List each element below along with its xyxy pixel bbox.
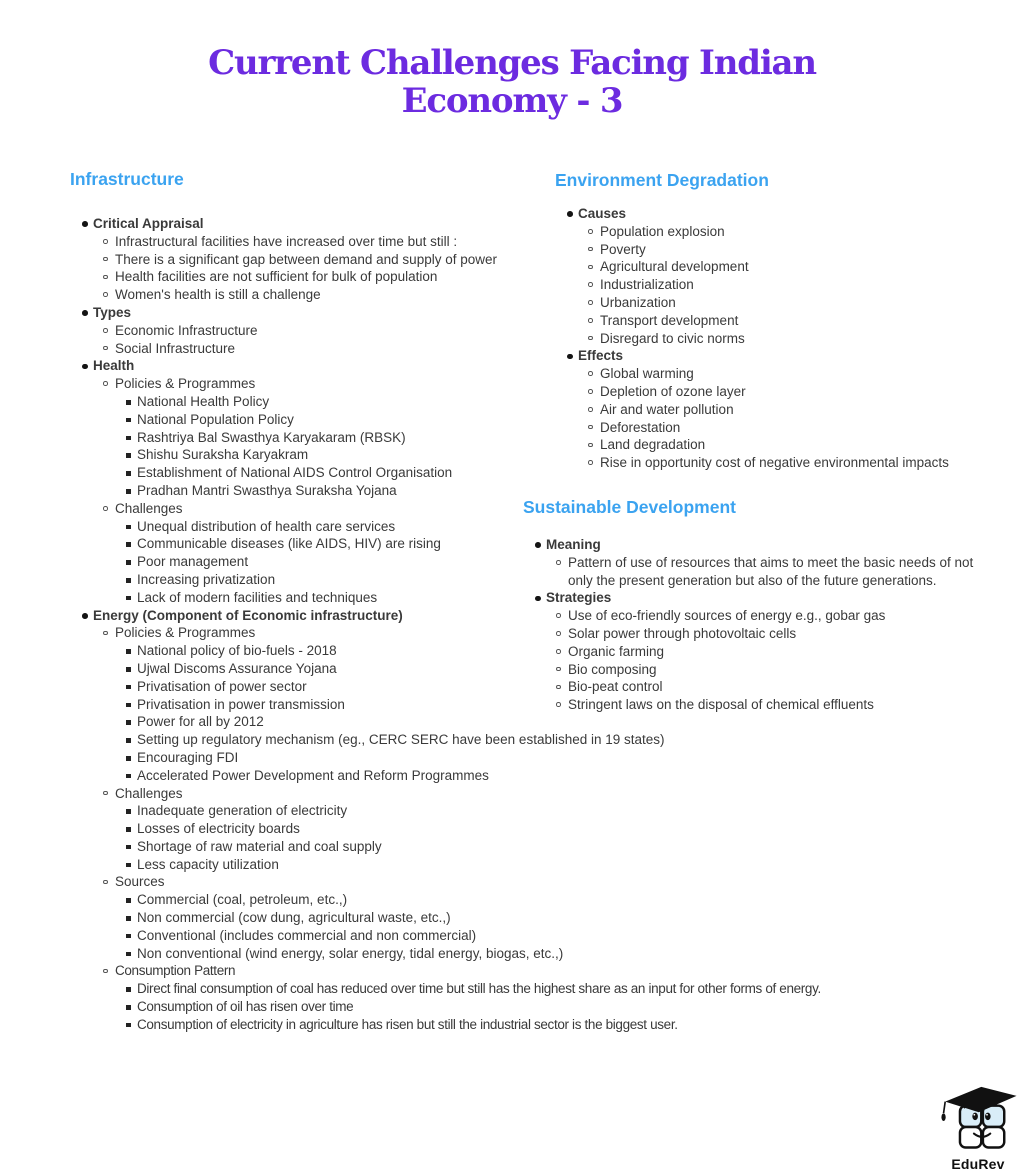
list-item <box>523 643 995 661</box>
list-item <box>555 419 1010 437</box>
bullet-icon <box>126 827 131 832</box>
list-item <box>555 205 1010 223</box>
list-item <box>523 661 995 679</box>
list-item-text: Poverty <box>600 241 646 257</box>
list-item-text: Transport development <box>600 312 739 328</box>
list-item-text: Establishment of National AIDS Control Organisation <box>137 465 453 481</box>
list-item <box>70 873 990 891</box>
list-item <box>555 401 1010 419</box>
bullet-icon <box>556 649 561 654</box>
bullet-icon <box>103 791 108 796</box>
list-item-text: Meaning <box>546 537 601 552</box>
bullet-icon <box>103 257 108 262</box>
bullet-icon <box>126 774 131 779</box>
bullet-icon <box>588 229 593 234</box>
list-item-text: Ujwal Discoms Assurance Yojana <box>137 660 337 676</box>
list-item <box>555 436 1010 454</box>
bullet-icon <box>126 578 131 583</box>
list-item-text: Population explosion <box>600 223 725 239</box>
list-item-text: Challenges <box>115 785 183 801</box>
list-item <box>70 838 990 856</box>
edurev-logo[interactable] <box>934 1086 1022 1172</box>
list-item-text: Urbanization <box>600 294 676 310</box>
list-item-text: National Health Policy <box>137 393 270 409</box>
list-item-text: Pattern of use of resources that aims to meet the basic needs of not only the present generation but also of the future generations. <box>568 554 974 588</box>
list-item-text: Commercial (coal, petroleum, etc.,) <box>137 892 348 908</box>
list-item <box>555 241 1010 259</box>
bullet-icon <box>126 525 131 530</box>
outline-list-environment-degradation <box>555 205 1010 472</box>
list-item-text: Direct final consumption of coal has reduced over time but still has the highest share as an input for other forms of energy. <box>137 981 821 997</box>
section-heading-environment-degradation: Environment Degradation <box>555 170 769 190</box>
list-item-text: Poor management <box>137 554 249 570</box>
bullet-icon <box>103 880 108 885</box>
list-item-text: Consumption of electricity in agriculture has risen but still the industrial sector is the biggest user. <box>137 1016 678 1032</box>
list-item <box>70 820 990 838</box>
list-item <box>70 856 990 874</box>
list-item <box>70 713 990 731</box>
list-item-text: Power for all by 2012 <box>137 714 264 730</box>
bullet-icon <box>126 453 131 458</box>
list-item-text: Strategies <box>546 590 612 606</box>
list-item <box>523 607 995 625</box>
bullet-icon <box>126 489 131 494</box>
bullet-icon <box>588 371 593 376</box>
bullet-icon <box>126 934 131 939</box>
bullet-icon <box>103 506 108 511</box>
list-item-text: Global warming <box>600 366 694 382</box>
list-item-text: Privatisation of power sector <box>137 678 307 694</box>
bullet-icon <box>567 211 573 217</box>
list-item-text: Use of eco-friendly sources of energy e.g., gobar gas <box>568 608 886 624</box>
bullet-icon <box>103 631 108 636</box>
list-item-text: Privatisation in power transmission <box>137 696 345 712</box>
bullet-icon <box>556 613 561 618</box>
list-item-text: Non commercial (cow dung, agricultural waste, etc.,) <box>137 910 451 926</box>
bullet-icon <box>103 969 108 974</box>
bullet-icon <box>126 1023 131 1028</box>
bullet-icon <box>82 613 88 619</box>
bullet-icon <box>103 346 108 351</box>
list-item-text: Accelerated Power Development and Reform Programmes <box>137 767 489 783</box>
list-item-text: Non conventional (wind energy, solar energy, tidal energy, biogas, etc.,) <box>137 945 564 961</box>
bullet-icon <box>588 460 593 465</box>
list-item-text: Disregard to civic norms <box>600 330 745 346</box>
list-item <box>555 454 1010 472</box>
bullet-icon <box>126 400 131 405</box>
list-item-text: Unequal distribution of health care services <box>137 518 396 534</box>
list-item-text: Health facilities are not sufficient for bulk of population <box>115 269 438 285</box>
bullet-icon <box>103 328 108 333</box>
list-item <box>523 536 995 554</box>
list-item-text: Effects <box>578 348 624 364</box>
bullet-icon <box>126 471 131 476</box>
bullet-icon <box>126 560 131 565</box>
list-item <box>70 1016 990 1034</box>
list-item <box>70 767 990 785</box>
list-item <box>70 891 990 909</box>
list-item <box>555 223 1010 241</box>
section-heading-infrastructure: Infrastructure <box>70 169 184 189</box>
list-item-text: Rise in opportunity cost of negative environmental impacts <box>600 455 949 471</box>
list-item-text: Sources <box>115 874 165 890</box>
list-item-text: Economic Infrastructure <box>115 322 258 338</box>
section-heading-sustainable-development: Sustainable Development <box>523 497 736 517</box>
list-item-text: National policy of bio-fuels - 2018 <box>137 643 337 659</box>
list-item <box>523 554 995 590</box>
list-item <box>70 909 990 927</box>
list-item-text: Infrastructural facilities have increased over time but still : <box>115 233 458 249</box>
list-item-text: Communicable diseases (like AIDS, HIV) are rising <box>137 536 441 552</box>
bullet-icon <box>535 542 541 548</box>
list-item-text: Consumption of oil has risen over time <box>137 999 354 1015</box>
section-environment-degradation <box>555 169 1010 472</box>
list-item <box>70 749 990 767</box>
bullet-icon <box>126 756 131 761</box>
list-item-text: Policies & Programmes <box>115 376 256 392</box>
page-title-line-1: Current Challenges Facing Indian <box>208 43 816 83</box>
list-item-text: Land degradation <box>600 437 706 453</box>
edurev-logo-label: EduRev <box>951 1156 1005 1172</box>
list-item <box>555 383 1010 401</box>
list-item-text: Pradhan Mantri Swasthya Suraksha Yojana <box>137 482 397 498</box>
bullet-icon <box>588 407 593 412</box>
page-title <box>0 44 1024 120</box>
list-item-text: Policies & Programmes <box>115 625 256 641</box>
list-item <box>555 347 1010 365</box>
list-item <box>555 276 1010 294</box>
list-item-text: Causes <box>578 206 627 221</box>
list-item <box>523 696 995 714</box>
bullet-icon <box>103 275 108 280</box>
list-item <box>523 678 995 696</box>
list-item-text: Women's health is still a challenge <box>115 287 321 303</box>
list-item-text: Industrialization <box>600 277 694 293</box>
list-item-text: Shishu Suraksha Karyakram <box>137 447 309 463</box>
bullet-icon <box>588 443 593 448</box>
list-item-text: National Population Policy <box>137 411 294 427</box>
bullet-icon <box>126 1005 131 1010</box>
bullet-icon <box>556 667 561 672</box>
bullet-icon <box>126 809 131 814</box>
bullet-icon <box>126 649 131 654</box>
list-item-text: Shortage of raw material and coal supply <box>137 838 382 854</box>
bullet-icon <box>588 336 593 341</box>
bullet-icon <box>82 310 88 316</box>
bullet-icon <box>588 425 593 430</box>
bullet-icon <box>126 845 131 850</box>
list-item <box>523 589 995 607</box>
bullet-icon <box>126 952 131 957</box>
bullet-icon <box>588 265 593 270</box>
list-item-text: There is a significant gap between demand and supply of power <box>115 251 497 267</box>
list-item-text: Critical Appraisal <box>93 216 204 231</box>
list-item-text: Bio composing <box>568 661 657 677</box>
list-item-text: Increasing privatization <box>137 571 276 587</box>
bullet-icon <box>126 436 131 441</box>
list-item-text: Health <box>93 358 135 374</box>
list-item <box>555 365 1010 383</box>
list-item <box>70 998 990 1016</box>
list-item-text: Air and water pollution <box>600 401 734 417</box>
bullet-icon <box>556 631 561 636</box>
outline-list-sustainable-development <box>523 536 995 714</box>
list-item <box>70 927 990 945</box>
list-item-text: Types <box>93 304 132 320</box>
bullet-icon <box>126 738 131 743</box>
list-item-text: Solar power through photovoltaic cells <box>568 625 797 641</box>
bullet-icon <box>103 381 108 386</box>
list-item-text: Lack of modern facilities and techniques <box>137 589 378 605</box>
bullet-icon <box>126 596 131 601</box>
list-item-text: Social Infrastructure <box>115 340 236 356</box>
bullet-icon <box>126 987 131 992</box>
list-item-text: Rashtriya Bal Swasthya Karyakaram (RBSK) <box>137 429 406 445</box>
list-item <box>555 330 1010 348</box>
bullet-icon <box>126 542 131 547</box>
bullet-icon <box>126 418 131 423</box>
list-item-text: Conventional (includes commercial and non commercial) <box>137 927 477 943</box>
section-sustainable-development <box>523 496 995 714</box>
list-item-text: Less capacity utilization <box>137 856 279 872</box>
bullet-icon <box>82 364 88 370</box>
list-item <box>555 312 1010 330</box>
bullet-icon <box>126 916 131 921</box>
bullet-icon <box>556 560 561 565</box>
list-item-text: Agricultural development <box>600 259 749 275</box>
bullet-icon <box>126 863 131 868</box>
bullet-icon <box>126 720 131 725</box>
bullet-icon <box>588 247 593 252</box>
list-item-text: Stringent laws on the disposal of chemical effluents <box>568 697 874 713</box>
list-item <box>70 785 990 803</box>
list-item-text: Setting up regulatory mechanism (eg., CERC SERC have been established in 19 states) <box>137 732 665 748</box>
list-item-text: Losses of electricity boards <box>137 821 300 837</box>
bullet-icon <box>126 667 131 672</box>
bullet-icon <box>588 318 593 323</box>
list-item <box>70 802 990 820</box>
list-item-text: Bio-peat control <box>568 679 663 695</box>
bullet-icon <box>82 221 88 227</box>
edurev-mascot-icon <box>937 1137 1019 1154</box>
list-item <box>70 731 990 749</box>
list-item-text: Organic farming <box>568 643 665 659</box>
list-item-text: Depletion of ozone layer <box>600 383 746 399</box>
bullet-icon <box>556 685 561 690</box>
bullet-icon <box>567 354 573 360</box>
bullet-icon <box>535 596 541 602</box>
list-item-text: Energy (Component of Economic infrastructure) <box>93 607 403 623</box>
bullet-icon <box>126 898 131 903</box>
list-item-text: Deforestation <box>600 419 681 435</box>
bullet-icon <box>103 292 108 297</box>
bullet-icon <box>126 685 131 690</box>
page-title-line-2: Economy - 3 <box>401 81 623 121</box>
list-item-text: Consumption Pattern <box>115 963 236 979</box>
list-item <box>555 258 1010 276</box>
list-item-text: Challenges <box>115 500 183 516</box>
bullet-icon <box>103 239 108 244</box>
list-item-text: Encouraging FDI <box>137 749 239 765</box>
bullet-icon <box>588 389 593 394</box>
list-item <box>555 294 1010 312</box>
bullet-icon <box>588 300 593 305</box>
list-item <box>70 962 990 980</box>
list-item-text: Inadequate generation of electricity <box>137 803 348 819</box>
bullet-icon <box>588 282 593 287</box>
list-item <box>70 945 990 963</box>
list-item <box>70 980 990 998</box>
list-item <box>523 625 995 643</box>
bullet-icon <box>126 703 131 708</box>
bullet-icon <box>556 702 561 707</box>
